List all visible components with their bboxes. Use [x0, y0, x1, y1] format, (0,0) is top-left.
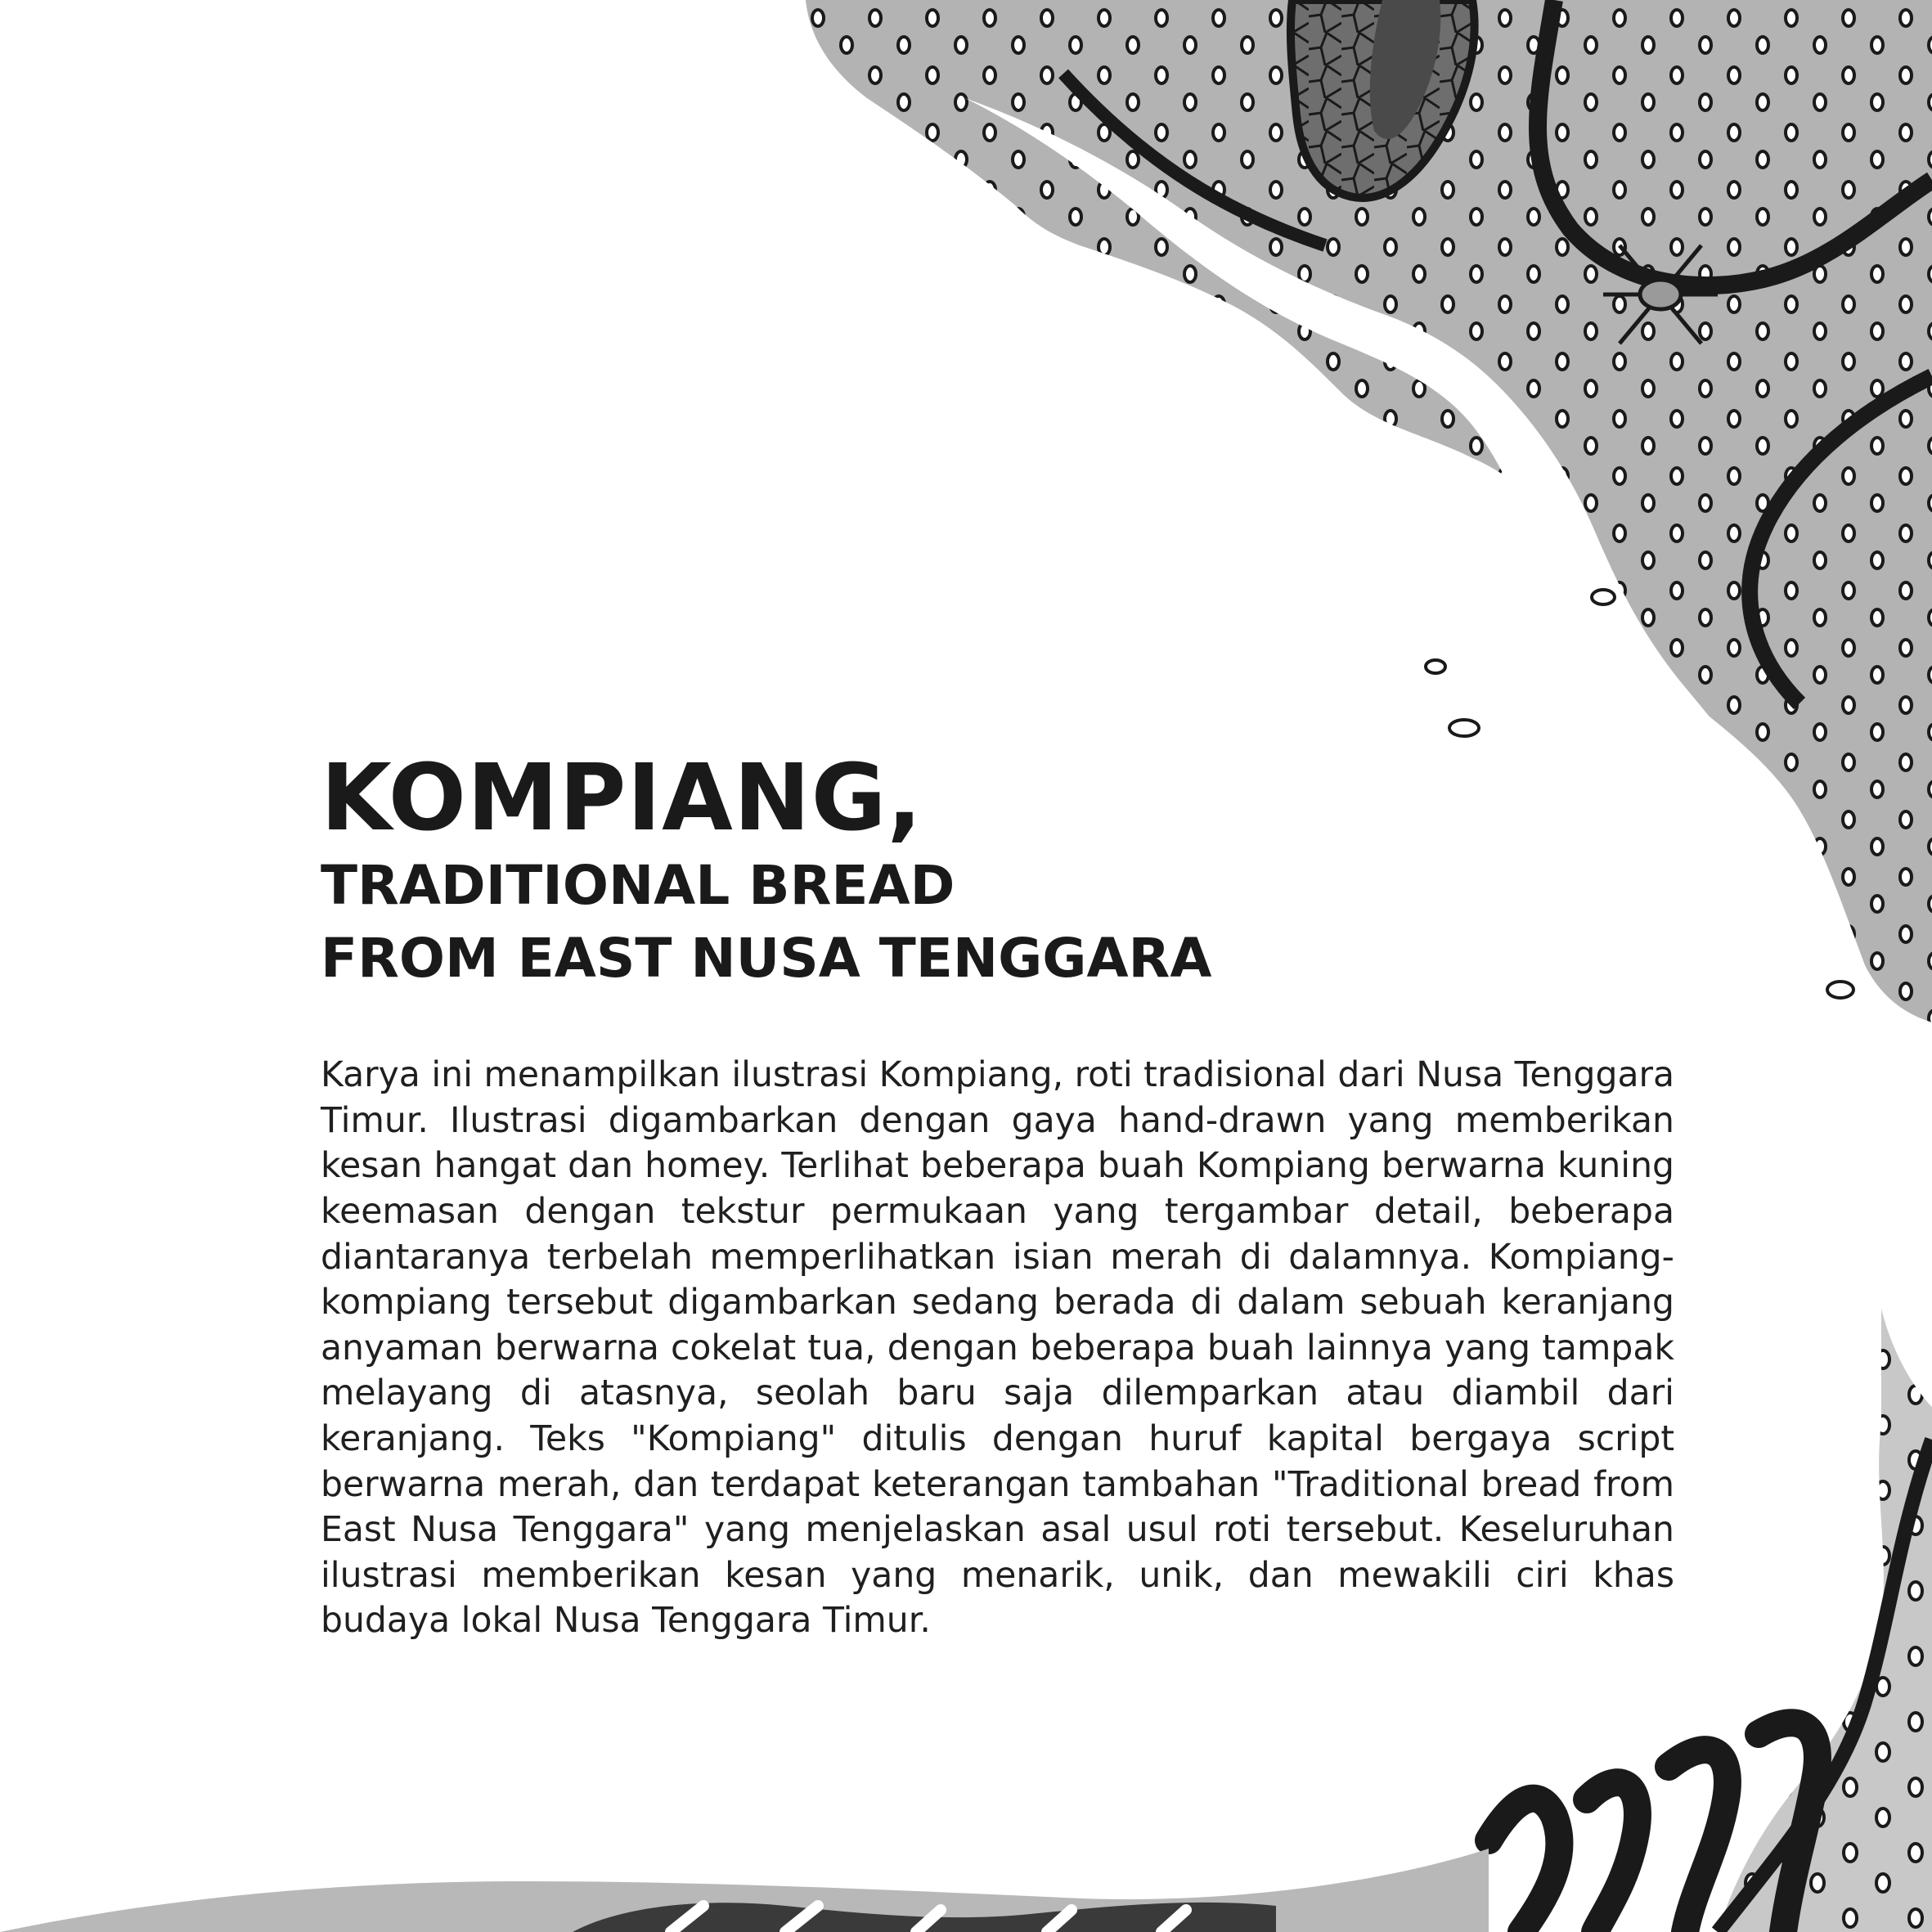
page-title: KOMPIANG, [321, 745, 923, 851]
subtitle-line-1: TRADITIONAL BREAD [321, 853, 955, 917]
body-paragraph: Karya ini menampilkan ilustrasi Kompiang, roti tradisional dari Nusa Tenggara Timur. Ilustrasi digambarkan dengan gaya hand-drawn yang memberikan kesan hangat dan homey. Terlihat beberapa buah Kompiang berwarna kuning keemasan dengan tekstur permukaan yang tergambar detail, beberapa diantaranya terbelah memperlihatkan isian merah di dalamnya. Kompiang-kompiang tersebut digambarkan sedang berada di dalam sebuah keranjang anyaman berwarna cokelat tua, dengan beberapa buah lainnya yang tampak melayang di atasnya, seolah baru saja dilemparkan atau diambil dari keranjang. Teks "Kompiang" ditulis dengan huruf kapital bergaya script berwarna merah, dan terdapat keterangan tambahan "Traditional bread from East Nusa Tenggara" yang menjelaskan asal usul roti tersebut. Keseluruhan ilustrasi memberikan kesan yang menarik, unik, dan mewakili ciri khas budaya lokal Nusa Tenggara Timur. [321, 1055, 1674, 1642]
subtitle-line-2: FROM EAST NUSA TENGGARA [321, 927, 1212, 991]
bread-lower-right [1718, 1309, 1932, 1932]
article [321, 745, 1674, 1678]
